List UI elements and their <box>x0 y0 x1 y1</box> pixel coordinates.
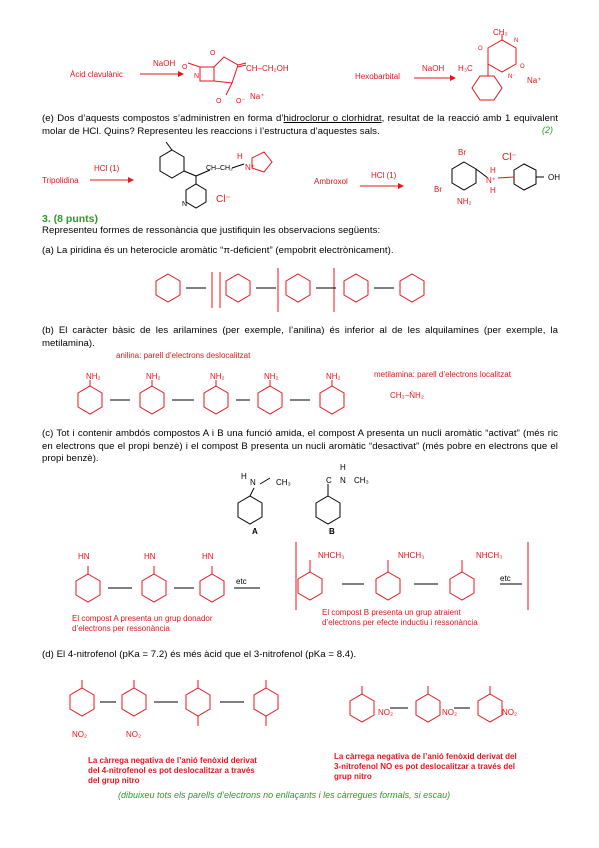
amide-B-ch3: CH₃ <box>354 476 369 485</box>
ambroxol-br1: Br <box>458 148 466 157</box>
metilamina-label: metilamina: parell d’electrons localitzat <box>374 370 511 379</box>
4-nitro-no2-1: NO₂ <box>72 730 88 739</box>
amide-A-label: A <box>252 527 258 536</box>
3-nitro-no2-2: NO₂ <box>442 708 458 717</box>
section-3-intro: Representeu formes de ressonància que justifiquin les observacions següents: <box>42 225 381 236</box>
part-c-text: (c) Tot i contenir ambdós compostos A i B una funció amida, el compost A presenta un nucli aromàtic “activat” (més ric en electrons que el propi benzè) i el compost B presenta un nucli aromàtic “desactivat” (més pobre en electrons que el propi benzè). <box>42 428 558 464</box>
ambroxol-cl: Cl⁻ <box>502 152 517 163</box>
hexobarbital-reagent: NaOH <box>422 64 445 73</box>
amide-B-h: H <box>340 463 346 472</box>
amide-B-n: N <box>340 476 346 485</box>
3-nitro-no2-3: NO₂ <box>502 708 518 717</box>
amide-B-c: C <box>326 476 332 485</box>
footer-note: (dibuixeu tots els parells d’electrons no enllaçants i les càrregues formals, si escau) <box>118 790 451 800</box>
reaction-arrow-4 <box>360 182 404 190</box>
anilina-label: anilina: parell d’electrons deslocalitzat <box>116 351 251 360</box>
svg-text:O: O <box>478 46 483 52</box>
svg-text:N⁻: N⁻ <box>508 74 516 80</box>
amide-A-res-hn-1: HN <box>78 552 90 561</box>
amide-A-etc: etc <box>236 577 247 586</box>
ambroxol-h2: H <box>490 186 496 195</box>
amide-A-res-hn-3: HN <box>202 552 214 561</box>
svg-text:O: O <box>520 64 525 70</box>
amides-A-B <box>230 468 370 528</box>
amide-A-res-hn-2: HN <box>144 552 156 561</box>
ambroxol-nplus: N⁺ <box>486 176 496 185</box>
4-nitro-no2-2: NO₂ <box>126 730 142 739</box>
svg-text:N: N <box>182 201 188 208</box>
amide-B-etc: etc <box>500 574 511 583</box>
amide-B-res-nhch3-1: NHCH₃ <box>318 551 345 560</box>
clavulanate-na: Na⁺ <box>250 92 265 101</box>
hexobarbital-na: Na⁺ <box>527 76 542 85</box>
clavulanic-reagent: NaOH <box>153 59 176 68</box>
tripolidina-h: H <box>237 152 243 161</box>
hexobarbital-ch3: CH₃ <box>493 28 508 37</box>
aniline-nh2-5: NH₂ <box>326 372 341 381</box>
question-e <box>42 113 558 138</box>
3-nitro-no2-1: NO₂ <box>378 708 394 717</box>
part-a-text: (a) La piridina és un heterocicle aromàtic “π-deficient” (empobrit electrònicament). <box>42 245 394 256</box>
svg-text:O⁻: O⁻ <box>236 98 246 105</box>
svg-text:O: O <box>210 50 216 57</box>
part-d-text: (d) El 4-nitrofenol (pKa = 7.2) és més àcid que el 3-nitrofenol (pKa = 8.4). <box>42 649 357 660</box>
question-e-points: (2) <box>542 125 553 135</box>
clavulanate-side-group: CH–CH₂OH <box>246 64 289 73</box>
amide-A-resonance <box>70 548 280 612</box>
note-A: El compost A presenta un grup donador d’electrons per ressonància <box>72 614 213 633</box>
aniline-nh2-1: NH₂ <box>86 372 101 381</box>
svg-text:N: N <box>514 38 519 44</box>
question-e-post: , resultat de la reacció amb 1 equivalent molar de HCl. Quins? Representeu les reaccions i l’estructura d’aquestes sals. <box>42 113 558 137</box>
4-nitrophenoxide-resonance <box>60 668 300 748</box>
svg-text:O: O <box>216 98 222 105</box>
aniline-nh2-4: NH₂ <box>264 372 279 381</box>
3-nitrophenoxide-resonance <box>340 672 540 732</box>
part-b-text: (b) El caràcter bàsic de les arilamines (per exemple, l’anilina) és inferior al de les alquilamines (per exemple, la metilamina). <box>42 325 558 349</box>
question-e-pre: (e) Dos d’aquests compostos s’administren en forma d’ <box>42 113 284 124</box>
tripolidina-reagent: HCl (1) <box>94 164 120 173</box>
aniline-nh2-3: NH₂ <box>210 372 225 381</box>
clavulanic-label: Àcid clavulànic <box>70 70 123 79</box>
svg-text:O: O <box>182 64 188 71</box>
ambroxol-oh: OH <box>548 173 560 182</box>
hexobarbital-label: Hexobarbital <box>355 72 400 81</box>
svg-text:CH–CH₂: CH–CH₂ <box>206 165 233 172</box>
aniline-nh2-2: NH₂ <box>146 372 161 381</box>
tripolidina-nplus: N⁺ <box>245 163 255 172</box>
amide-A-h: H <box>241 472 247 481</box>
tripolidina-label: Tripolidina <box>42 176 79 185</box>
svg-text:N: N <box>194 73 200 80</box>
ambroxol-label: Ambroxol <box>314 177 348 186</box>
ambroxol-h1: H <box>490 166 496 175</box>
ambroxol-nh2: NH₂ <box>457 197 472 206</box>
amide-B-res-nhch3-2: NHCH₃ <box>398 551 425 560</box>
reaction-arrow-2 <box>414 74 456 82</box>
amide-B-label: B <box>329 527 335 536</box>
amide-A-ch3: CH₃ <box>276 478 291 487</box>
note-B: El compost B presenta un grup atraient d’electrons per efecte inductiu i ressonància <box>322 608 478 627</box>
tripolidina-structure <box>140 140 280 220</box>
amide-A-n: N <box>250 478 256 487</box>
reaction-arrow-1 <box>140 70 184 78</box>
ambroxol-br2: Br <box>434 185 442 194</box>
question-e-link: hidroclorur o clorhidrat <box>283 113 382 124</box>
note-4-nitrofenol: La càrrega negativa de l’anió fenòxid derivat del 4-nitrofenol es pot deslocalitzar a través del grup nitro <box>88 756 257 785</box>
hexobarbital-h3c: H₃C <box>458 64 473 73</box>
note-3-nitrofenol: La càrrega negativa de l’anió fenòxid derivat del 3-nitrofenol NO es pot deslocalitzar a través del grup nitro <box>334 752 517 781</box>
pyridine-resonance <box>150 266 440 314</box>
reaction-arrow-3 <box>90 176 134 184</box>
metilamina-formula: CH₃–N̈H₂ <box>390 391 424 400</box>
tripolidina-cl: Cl⁻ <box>216 194 231 205</box>
section-3-heading: 3. (8 punts) <box>42 213 99 225</box>
amide-B-res-nhch3-3: NHCH₃ <box>476 551 503 560</box>
ambroxol-reagent: HCl (1) <box>371 171 397 180</box>
